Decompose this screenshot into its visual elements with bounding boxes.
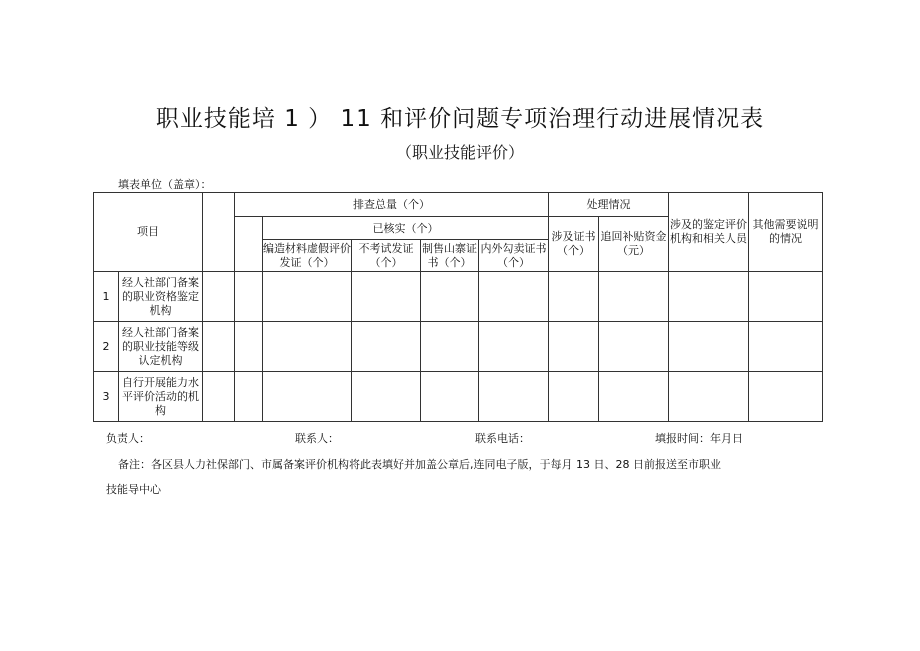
header-blank-b (235, 217, 263, 272)
phone-label: 联系电话： (475, 432, 530, 445)
table-row (94, 272, 823, 322)
progress-table (93, 192, 823, 422)
report-date-label: 填报时间：年月日 (655, 432, 743, 445)
header-blank-a (203, 193, 235, 272)
header-recover-subsidy: 追回补贴资金（元） (599, 217, 669, 272)
document-subtitle: （职业技能评价） (395, 143, 524, 162)
fill-unit-label: 填表单位（盖章）： (118, 178, 212, 191)
responsible-label: 负责人： (106, 432, 150, 445)
header-counterfeit: 制售山寨证书（个） (421, 240, 479, 272)
document-title: 职业技能培 1 ） 11 和评价问题专项治理行动进展情况表 (155, 106, 765, 132)
header-verified: 已核实（个） (263, 220, 549, 240)
header-handling: 处理情况 (549, 193, 669, 217)
contact-label: 联系人： (295, 432, 339, 445)
row-number: 1 (94, 272, 119, 322)
header-orgs-persons: 涉及的鉴定评价机构和相关人员 (669, 193, 749, 272)
header-check-total: 排查总量（个） (235, 193, 549, 217)
row-number: 2 (94, 322, 119, 372)
row-item: 经人社部门备案的职业资格鉴定机构 (119, 272, 203, 322)
table-row (94, 322, 823, 372)
remark-note-continued: 技能导中心 (106, 483, 161, 496)
header-item: 项目 (94, 193, 203, 272)
table-row (94, 372, 823, 422)
header-other: 其他需要说明的情况 (749, 193, 823, 272)
header-certs-involved: 涉及证书（个） (549, 217, 599, 272)
row-item: 经人社部门备案的职业技能等级认定机构 (119, 322, 203, 372)
remark-note: 备注：各区县人力社保部门、市属备案评价机构将此表填好并加盖公章后,连同电子版，于每月 13 日、28 日前报送至市职业 (118, 458, 721, 471)
header-fake-materials: 编造材料虚假评价发证（个） (263, 240, 352, 272)
row-number: 3 (94, 372, 119, 422)
header-no-exam: 不考试发证（个） (352, 240, 421, 272)
header-internal-external: 内外勾卖证书（个） (479, 240, 549, 272)
row-item: 自行开展能力水平评价活动的机构 (119, 372, 203, 422)
